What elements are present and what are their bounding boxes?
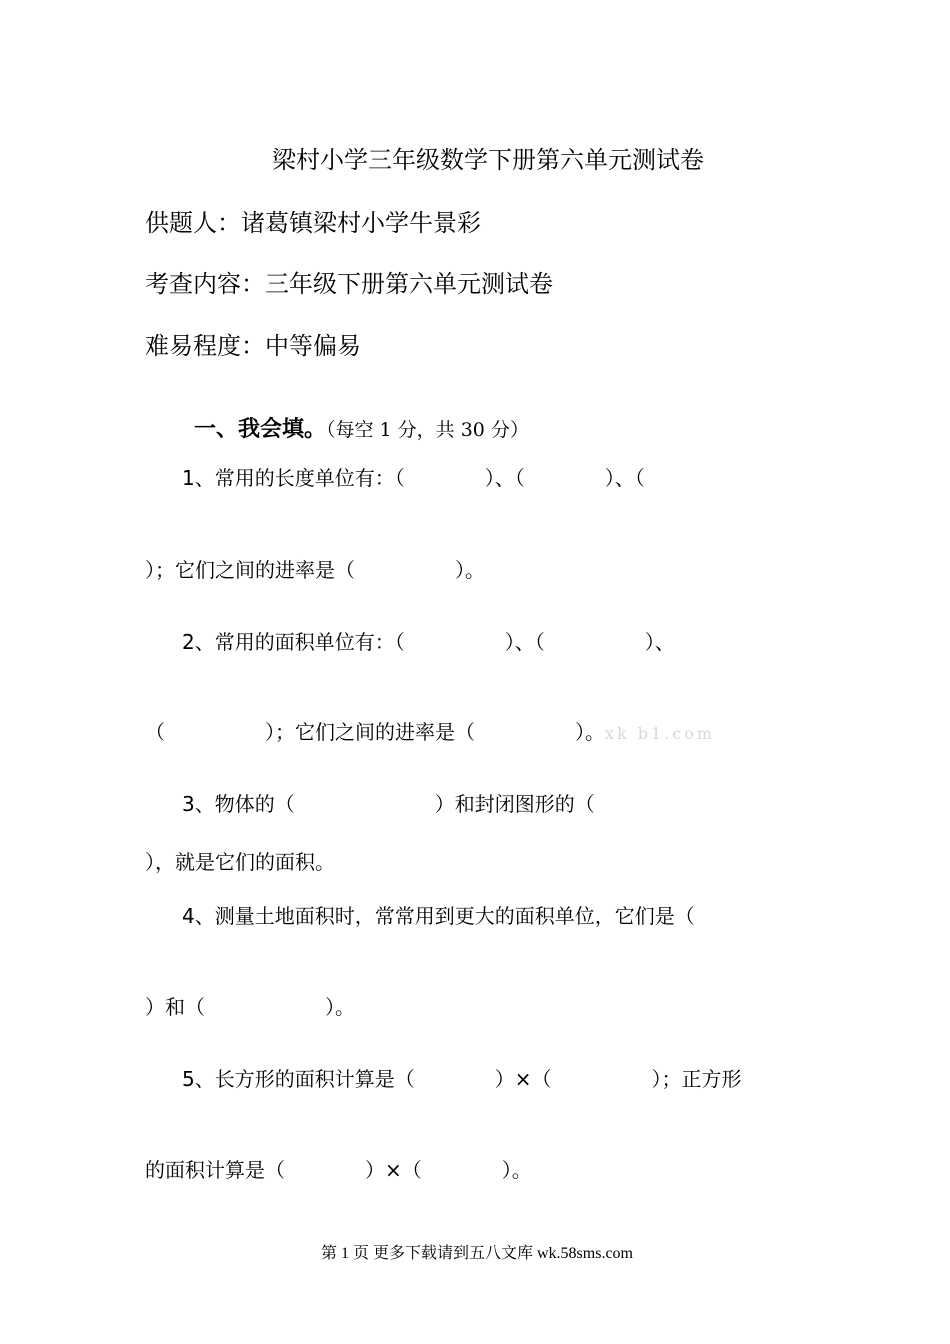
question-5-line-2: 的面积计算是（ ）×（ ）。 [145, 1158, 532, 1182]
difficulty-line: 难易程度：中等偏易 [145, 332, 361, 360]
question-2-text: （ ）；它们之间的进率是（ ）。 [145, 720, 605, 744]
content-line: 考查内容：三年级下册第六单元测试卷 [145, 270, 553, 298]
author-line: 供题人：诸葛镇梁村小学牛景彩 [145, 209, 481, 237]
question-4-line-1: 4、测量土地面积时，常常用到更大的面积单位，它们是（ [182, 904, 695, 928]
question-5-line-1: 5、长方形的面积计算是（ ）×（ ）；正方形 [182, 1067, 742, 1091]
section-heading [180, 396, 529, 441]
question-4-line-2: ）和（ ）。 [145, 995, 355, 1019]
question-2-line-1: 2、常用的面积单位有：（ ）、（ ）、 [182, 630, 675, 654]
question-3-line-2: ），就是它们的面积。 [145, 850, 335, 874]
page-title: 梁村小学三年级数学下册第六单元测试卷 [272, 146, 704, 174]
section-title: 一、我会填。 [194, 416, 327, 442]
page-footer: 第 1 页 更多下载请到五八文库 wk.58sms.com [321, 1245, 634, 1262]
question-2-line-2 [145, 722, 715, 742]
question-1-line-1: 1、常用的长度单位有：（ ）、（ ）、（ [182, 466, 645, 490]
question-1-line-2: ）；它们之间的进率是（ ）。 [145, 558, 485, 582]
question-3-line-1: 3、物体的（ ）和封闭图形的（ [182, 792, 595, 816]
section-points: （每空 1 分，共 30 分） [326, 419, 529, 441]
watermark-text: xk b1.com [605, 724, 716, 743]
